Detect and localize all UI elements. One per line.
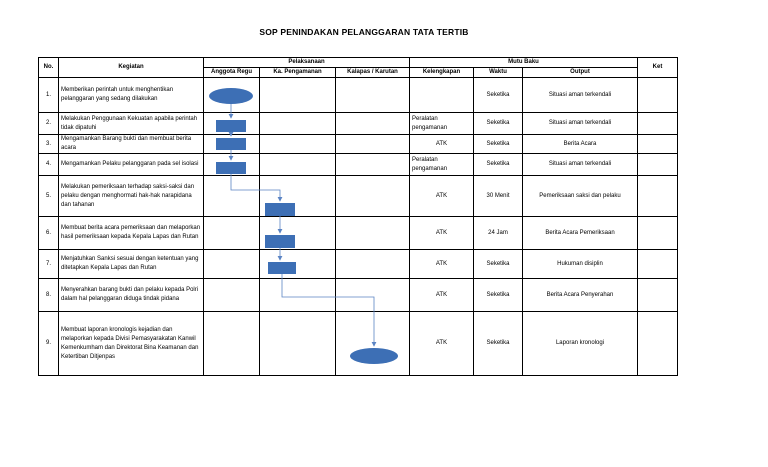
row-output: Situasi aman terkendali <box>523 113 638 135</box>
row-kelengkapan <box>410 78 474 113</box>
cell-kalapas <box>336 154 410 176</box>
cell-ka-pengamanan <box>260 217 336 250</box>
row-waktu: Seketika <box>474 135 523 154</box>
row-ket <box>638 113 678 135</box>
header-kelengkapan: Kelengkapan <box>410 68 474 78</box>
cell-kalapas <box>336 135 410 154</box>
cell-kalapas <box>336 279 410 312</box>
row-waktu: Seketika <box>474 113 523 135</box>
row-no: 2. <box>39 113 59 135</box>
row-kelengkapan: Peralatan pengamanan <box>410 154 474 176</box>
row-ket <box>638 312 678 376</box>
cell-kalapas <box>336 176 410 217</box>
row-no: 9. <box>39 312 59 376</box>
row-no: 7. <box>39 250 59 279</box>
row-kelengkapan: ATK <box>410 176 474 217</box>
row-waktu: Seketika <box>474 312 523 376</box>
row-output: Berita Acara Penyerahan <box>523 279 638 312</box>
row-no: 3. <box>39 135 59 154</box>
row-output: Situasi aman terkendali <box>523 78 638 113</box>
cell-kalapas <box>336 250 410 279</box>
row-waktu: 24 Jam <box>474 217 523 250</box>
cell-anggota-regu <box>204 217 260 250</box>
row-kegiatan: Membuat berita acara pemeriksaan dan melaporkan hasil pemeriksaan kepada Kepala Lapas dan Rutan <box>59 217 204 250</box>
cell-anggota-regu <box>204 250 260 279</box>
row-output: Berita Acara <box>523 135 638 154</box>
cell-anggota-regu <box>204 154 260 176</box>
header-ka-pengamanan: Ka. Pengamanan <box>260 68 336 78</box>
cell-ka-pengamanan <box>260 135 336 154</box>
header-output: Output <box>523 68 638 78</box>
table-row <box>39 217 678 250</box>
cell-anggota-regu <box>204 78 260 113</box>
row-output: Berita Acara Pemeriksaan <box>523 217 638 250</box>
row-waktu: Seketika <box>474 154 523 176</box>
row-ket <box>638 279 678 312</box>
table-row <box>39 135 678 154</box>
row-output: Laporan kronologi <box>523 312 638 376</box>
cell-anggota-regu <box>204 113 260 135</box>
row-ket <box>638 217 678 250</box>
cell-ka-pengamanan <box>260 154 336 176</box>
table-row <box>39 113 678 135</box>
row-output: Hukuman disiplin <box>523 250 638 279</box>
row-waktu: Seketika <box>474 279 523 312</box>
table-row <box>39 279 678 312</box>
table-row <box>39 154 678 176</box>
row-kegiatan: Menyerahkan barang bukti dan pelaku kepada Polri dalam hal pelanggaran diduga tindak pidana <box>59 279 204 312</box>
cell-kalapas <box>336 78 410 113</box>
sop-table <box>38 57 678 376</box>
header-kegiatan: Kegiatan <box>59 58 204 78</box>
cell-ka-pengamanan <box>260 176 336 217</box>
cell-ka-pengamanan <box>260 279 336 312</box>
row-kelengkapan: ATK <box>410 250 474 279</box>
header-kalapas: Kalapas / Karutan <box>336 68 410 78</box>
row-ket <box>638 135 678 154</box>
row-kegiatan: Menjatuhkan Sanksi sesuai dengan ketentuan yang ditetapkan Kepala Lapas dan Rutan <box>59 250 204 279</box>
row-kegiatan: Melakukan Penggunaan Kekuatan apabila perintah tidak dipatuhi <box>59 113 204 135</box>
row-kegiatan: Mengamankan Barang bukti dan membuat berita acara <box>59 135 204 154</box>
row-kegiatan: Membuat laporan kronologis kejadian dan melaporkan kepada Divisi Pemasyarakatan Kanwil Kemenkumham dan Direktorat Bina Keamanan dan Ketertiban Ditjenpas <box>59 312 204 376</box>
table-row <box>39 78 678 113</box>
cell-anggota-regu <box>204 279 260 312</box>
table-row <box>39 312 678 376</box>
table-row <box>39 176 678 217</box>
row-kelengkapan: ATK <box>410 279 474 312</box>
row-ket <box>638 176 678 217</box>
cell-kalapas <box>336 312 410 376</box>
cell-anggota-regu <box>204 176 260 217</box>
cell-kalapas <box>336 113 410 135</box>
cell-ka-pengamanan <box>260 78 336 113</box>
row-no: 8. <box>39 279 59 312</box>
row-ket <box>638 250 678 279</box>
cell-ka-pengamanan <box>260 312 336 376</box>
cell-anggota-regu <box>204 312 260 376</box>
header-mutu-baku: Mutu Baku <box>410 58 638 68</box>
cell-ka-pengamanan <box>260 250 336 279</box>
cell-anggota-regu <box>204 135 260 154</box>
row-ket <box>638 78 678 113</box>
header-no: No. <box>39 58 59 78</box>
row-no: 4. <box>39 154 59 176</box>
row-output: Situasi aman terkendali <box>523 154 638 176</box>
row-waktu: Seketika <box>474 250 523 279</box>
row-kegiatan: Mengamankan Pelaku pelanggaran pada sel isolasi <box>59 154 204 176</box>
row-waktu: Seketika <box>474 78 523 113</box>
row-kelengkapan: ATK <box>410 217 474 250</box>
row-no: 5. <box>39 176 59 217</box>
row-kegiatan: Memberikan perintah untuk menghentikan pelanggaran yang sedang dilakukan <box>59 78 204 113</box>
row-kelengkapan: ATK <box>410 312 474 376</box>
row-kegiatan: Melakukan pemeriksaan terhadap saksi-saksi dan pelaku dengan menghormati hak-hak narapidana dan tahanan <box>59 176 204 217</box>
row-waktu: 30 Menit <box>474 176 523 217</box>
row-output: Pemeriksaan saksi dan pelaku <box>523 176 638 217</box>
cell-kalapas <box>336 217 410 250</box>
table-body <box>39 78 678 376</box>
header-waktu: Waktu <box>474 68 523 78</box>
row-ket <box>638 154 678 176</box>
row-kelengkapan: ATK <box>410 135 474 154</box>
row-kelengkapan: Peralatan pengamanan <box>410 113 474 135</box>
cell-ka-pengamanan <box>260 113 336 135</box>
page-title: SOP PENINDAKAN PELANGGARAN TATA TERTIB <box>259 27 469 37</box>
header-ket: Ket <box>638 58 678 78</box>
header-anggota-regu: Anggota Regu <box>204 68 260 78</box>
header-pelaksanaan: Pelaksanaan <box>204 58 410 68</box>
row-no: 6. <box>39 217 59 250</box>
table-row <box>39 250 678 279</box>
row-no: 1. <box>39 78 59 113</box>
